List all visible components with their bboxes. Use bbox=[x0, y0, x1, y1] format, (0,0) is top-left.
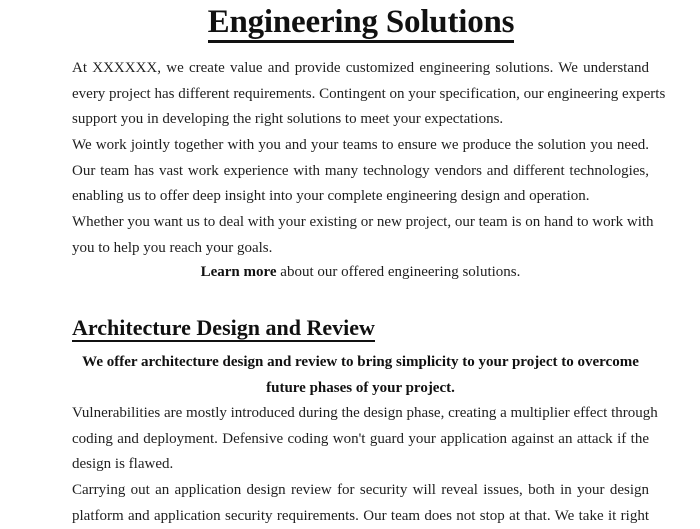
page-title bbox=[0, 2, 700, 42]
section-lead bbox=[72, 350, 649, 401]
text-line: support you in developing the right solutions to meet your expectations. bbox=[72, 111, 504, 128]
learn-more-link[interactable]: Learn more bbox=[200, 264, 277, 280]
text-line: design is flawed. bbox=[72, 456, 174, 473]
lead-line: We offer architecture design and review to bring simplicity to your project to overcome bbox=[82, 354, 639, 370]
intro-paragraph-1 bbox=[72, 56, 666, 133]
intro-paragraph-3 bbox=[72, 210, 654, 261]
learn-more-line bbox=[72, 260, 649, 286]
text-line: Vulnerabilities are mostly introduced during the design phase, creating a multiplier effect through bbox=[72, 405, 658, 421]
intro-paragraph-2 bbox=[72, 133, 649, 210]
text-line: At XXXXXX, we create value and provide customized engineering solutions. We understand bbox=[72, 60, 649, 76]
lead-line: future phases of your project. bbox=[266, 379, 455, 396]
section-heading-text: Architecture Design and Review bbox=[72, 315, 375, 340]
section-paragraph-2 bbox=[72, 478, 649, 529]
page-title-text: Engineering Solutions bbox=[208, 4, 515, 43]
text-line: platform and application security requirements. Our team does not stop at that. We take it right bbox=[72, 507, 649, 524]
text-line: enabling us to offer deep insight into your complete engineering design and operation. bbox=[72, 188, 590, 205]
text-line: We work jointly together with you and your teams to ensure we produce the solution you need. bbox=[72, 137, 649, 153]
section-paragraph-1 bbox=[72, 401, 658, 478]
section-heading bbox=[72, 314, 375, 342]
text-line: Carrying out an application design review for security will reveal issues, both in your design bbox=[72, 482, 649, 498]
text-line: every project has different requirements. Contingent on your specification, our engineering experts bbox=[72, 85, 666, 102]
text-line: Whether you want us to deal with your existing or new project, our team is on hand to work with bbox=[72, 214, 654, 230]
text-line: you to help you reach your goals. bbox=[72, 239, 273, 256]
learn-more-rest: about our offered engineering solutions. bbox=[276, 264, 521, 280]
text-line: coding and deployment. Defensive coding won't guard your application against an attack if the bbox=[72, 430, 649, 447]
text-line: Our team has vast work experience with many technology vendors and different technologies, bbox=[72, 162, 649, 179]
